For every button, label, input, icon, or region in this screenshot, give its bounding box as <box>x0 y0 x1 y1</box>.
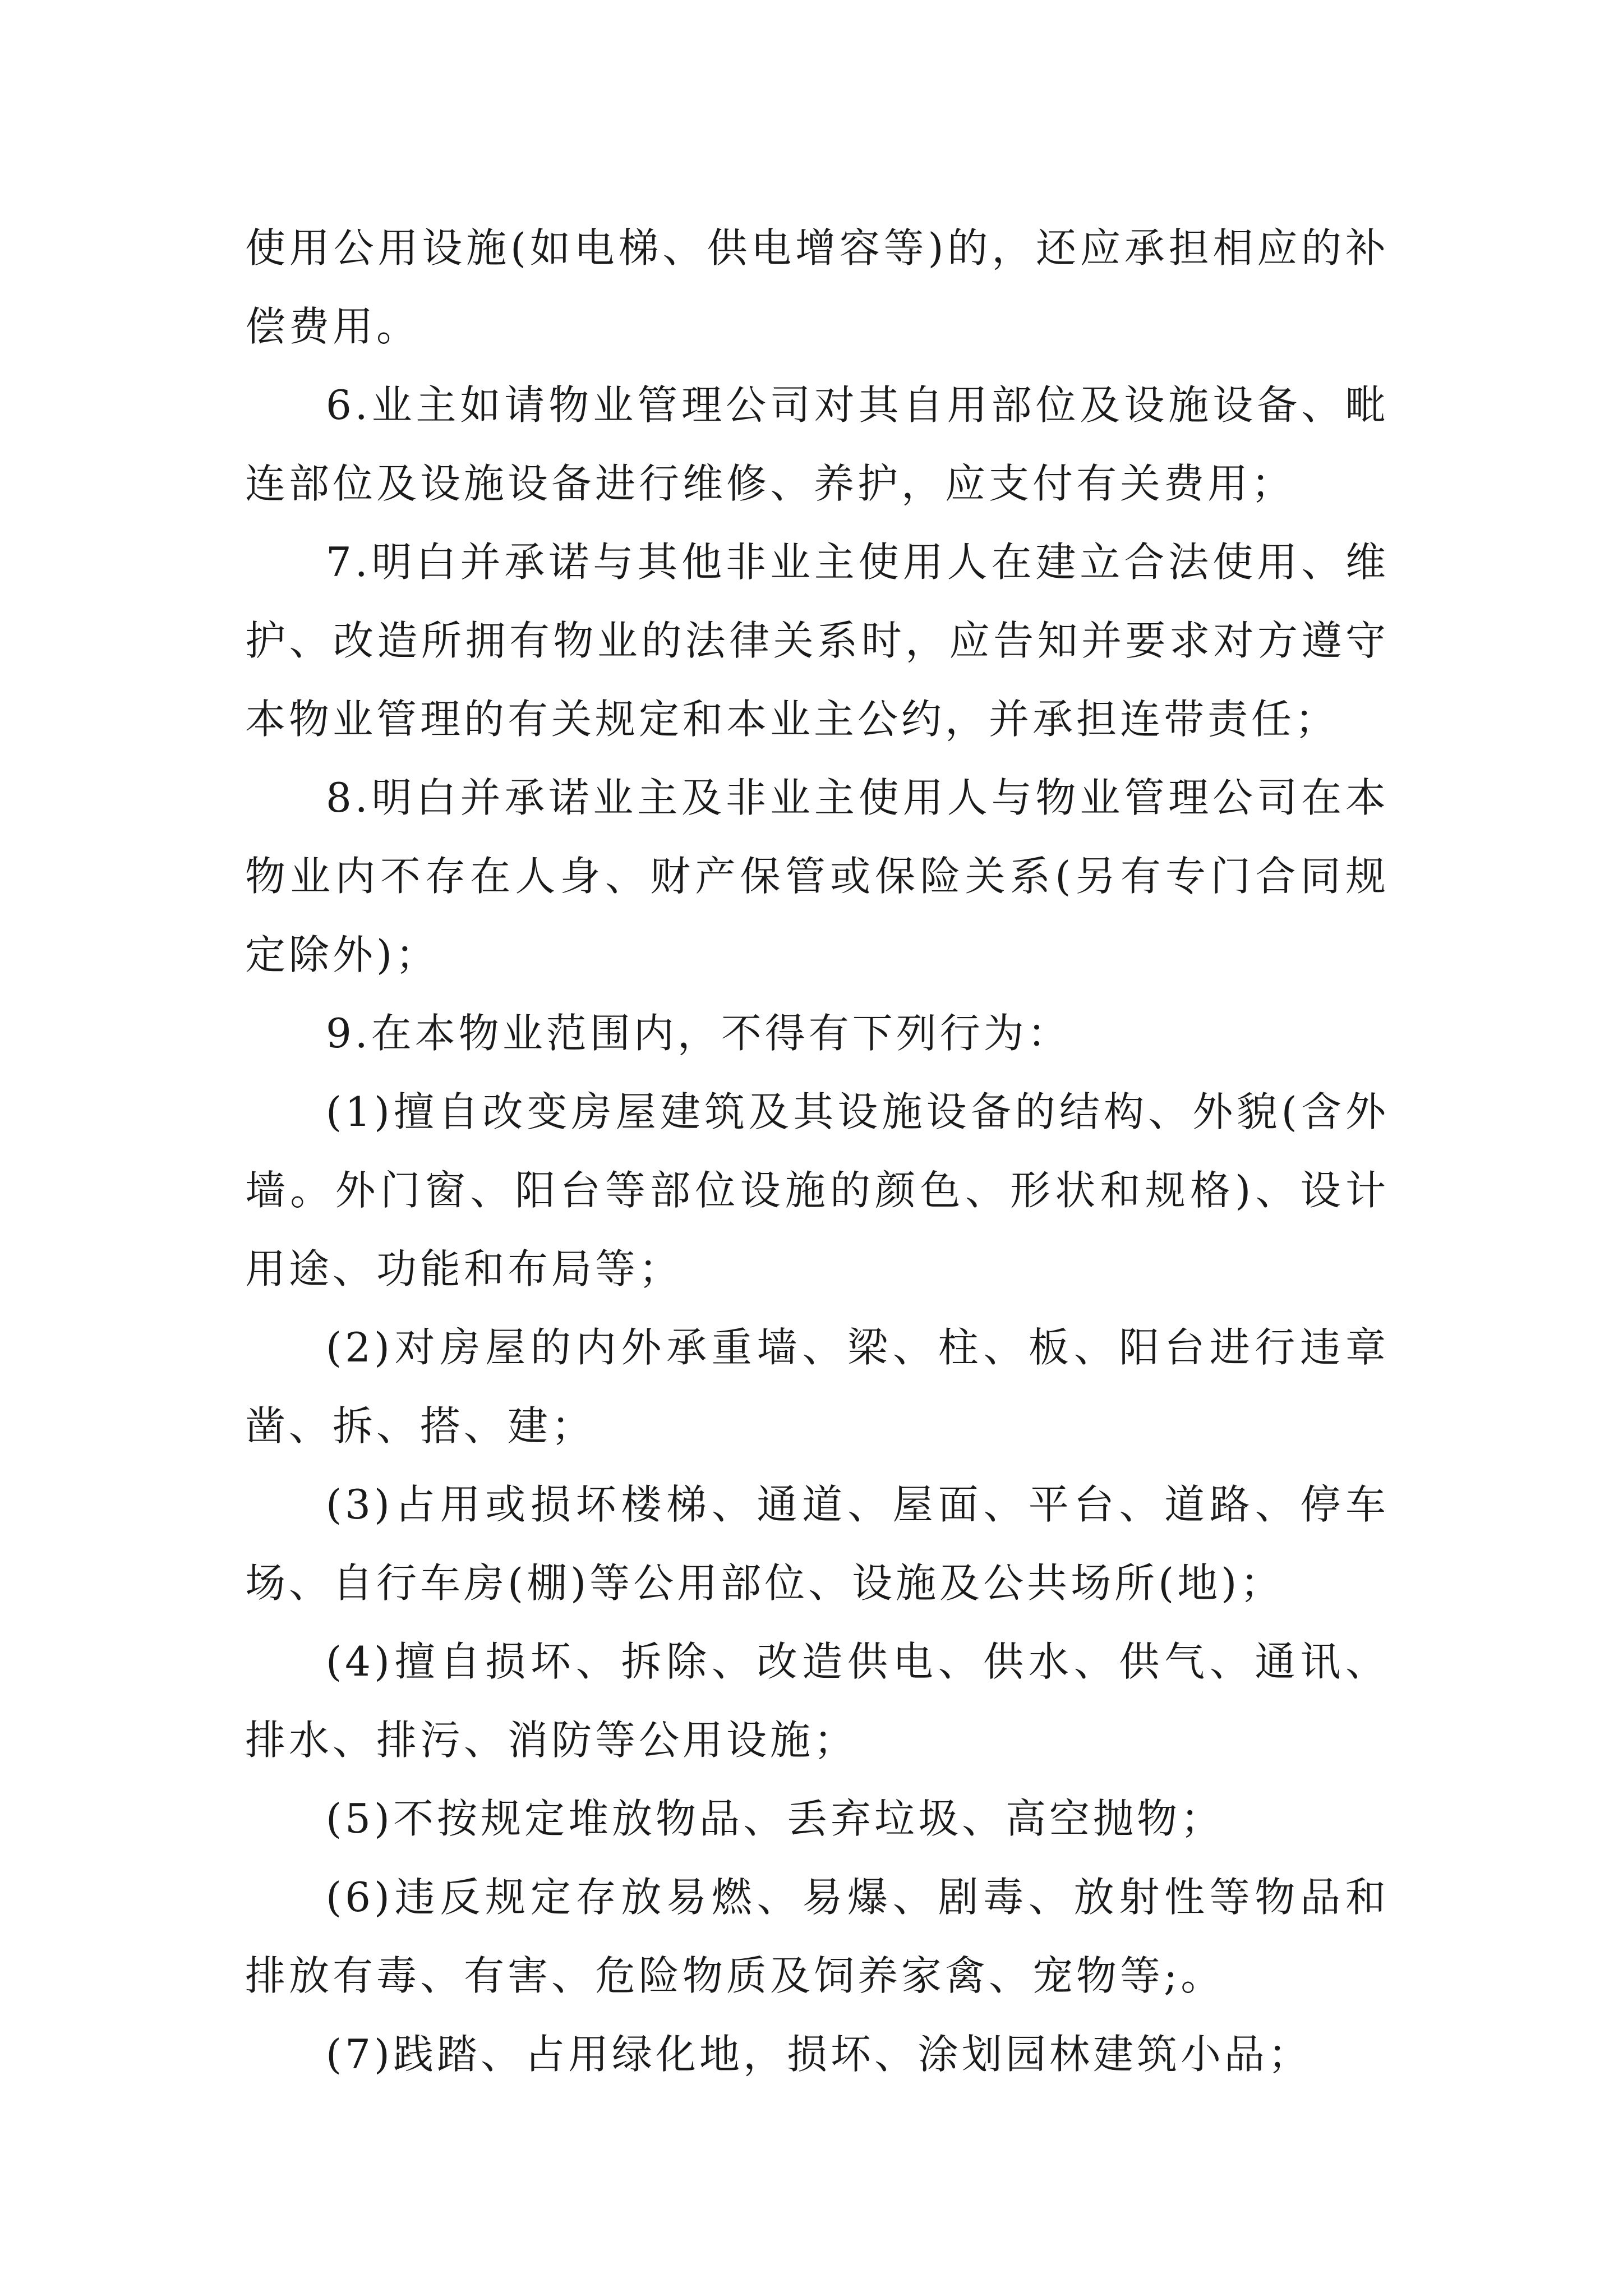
paragraph-subitem-1: (1)擅自改变房屋建筑及其设施设备的结构、外貌(含外墙。外门窗、阳台等部位设施的颜色、形状和规格)、设计用途、功能和布局等； <box>245 1088 1389 1292</box>
paragraph-item-6: 6.业主如请物业管理公司对其自用部位及设施设备、毗连部位及设施设备进行维修、养护，应支付有关费用； <box>245 381 1389 507</box>
paragraph-subitem-5: (5)不按规定堆放物品、丢弃垃圾、高空抛物； <box>326 1795 1224 1842</box>
paragraph-item-7: 7.明白并承诺与其他非业主使用人在建立合法使用、维护、改造所拥有物业的法律关系时，应告知并要求对方遵守本物业管理的有关规定和本业主公约，并承担连带责任； <box>245 539 1389 743</box>
paragraph-subitem-7: (7)践踏、占用绿化地，损坏、涂划园林建筑小品； <box>326 2031 1312 2078</box>
paragraph-subitem-4: (4)擅自损坏、拆除、改造供电、供水、供气、通讯、排水、排污、消防等公用设施； <box>245 1638 1389 1764</box>
paragraph-subitem-6: (6)违反规定存放易燃、易爆、剧毒、放射性等物品和排放有毒、有害、危险物质及饲养家禽、宠物等;。 <box>245 1874 1389 1999</box>
paragraph-subitem-3: (3)占用或损坏楼梯、通道、屋面、平台、道路、停车场、自行车房(棚)等公用部位、设施及公共场所(地)； <box>245 1481 1389 1607</box>
paragraph-item-8: 8.明白并承诺业主及非业主使用人与物业管理公司在本物业内不存在人身、财产保管或保险关系(另有专门合同规定除外)； <box>245 774 1389 978</box>
paragraph-item-9: 9.在本物业范围内，不得有下列行为： <box>326 1010 1071 1057</box>
paragraph-compensation-fees: 使用公用设施(如电梯、供电增容等)的，还应承担相应的补偿费用。 <box>245 224 1389 350</box>
document-body <box>245 209 1389 2093</box>
paragraph-subitem-2: (2)对房屋的内外承重墙、梁、柱、板、阳台进行违章凿、拆、搭、建； <box>245 1324 1389 1450</box>
